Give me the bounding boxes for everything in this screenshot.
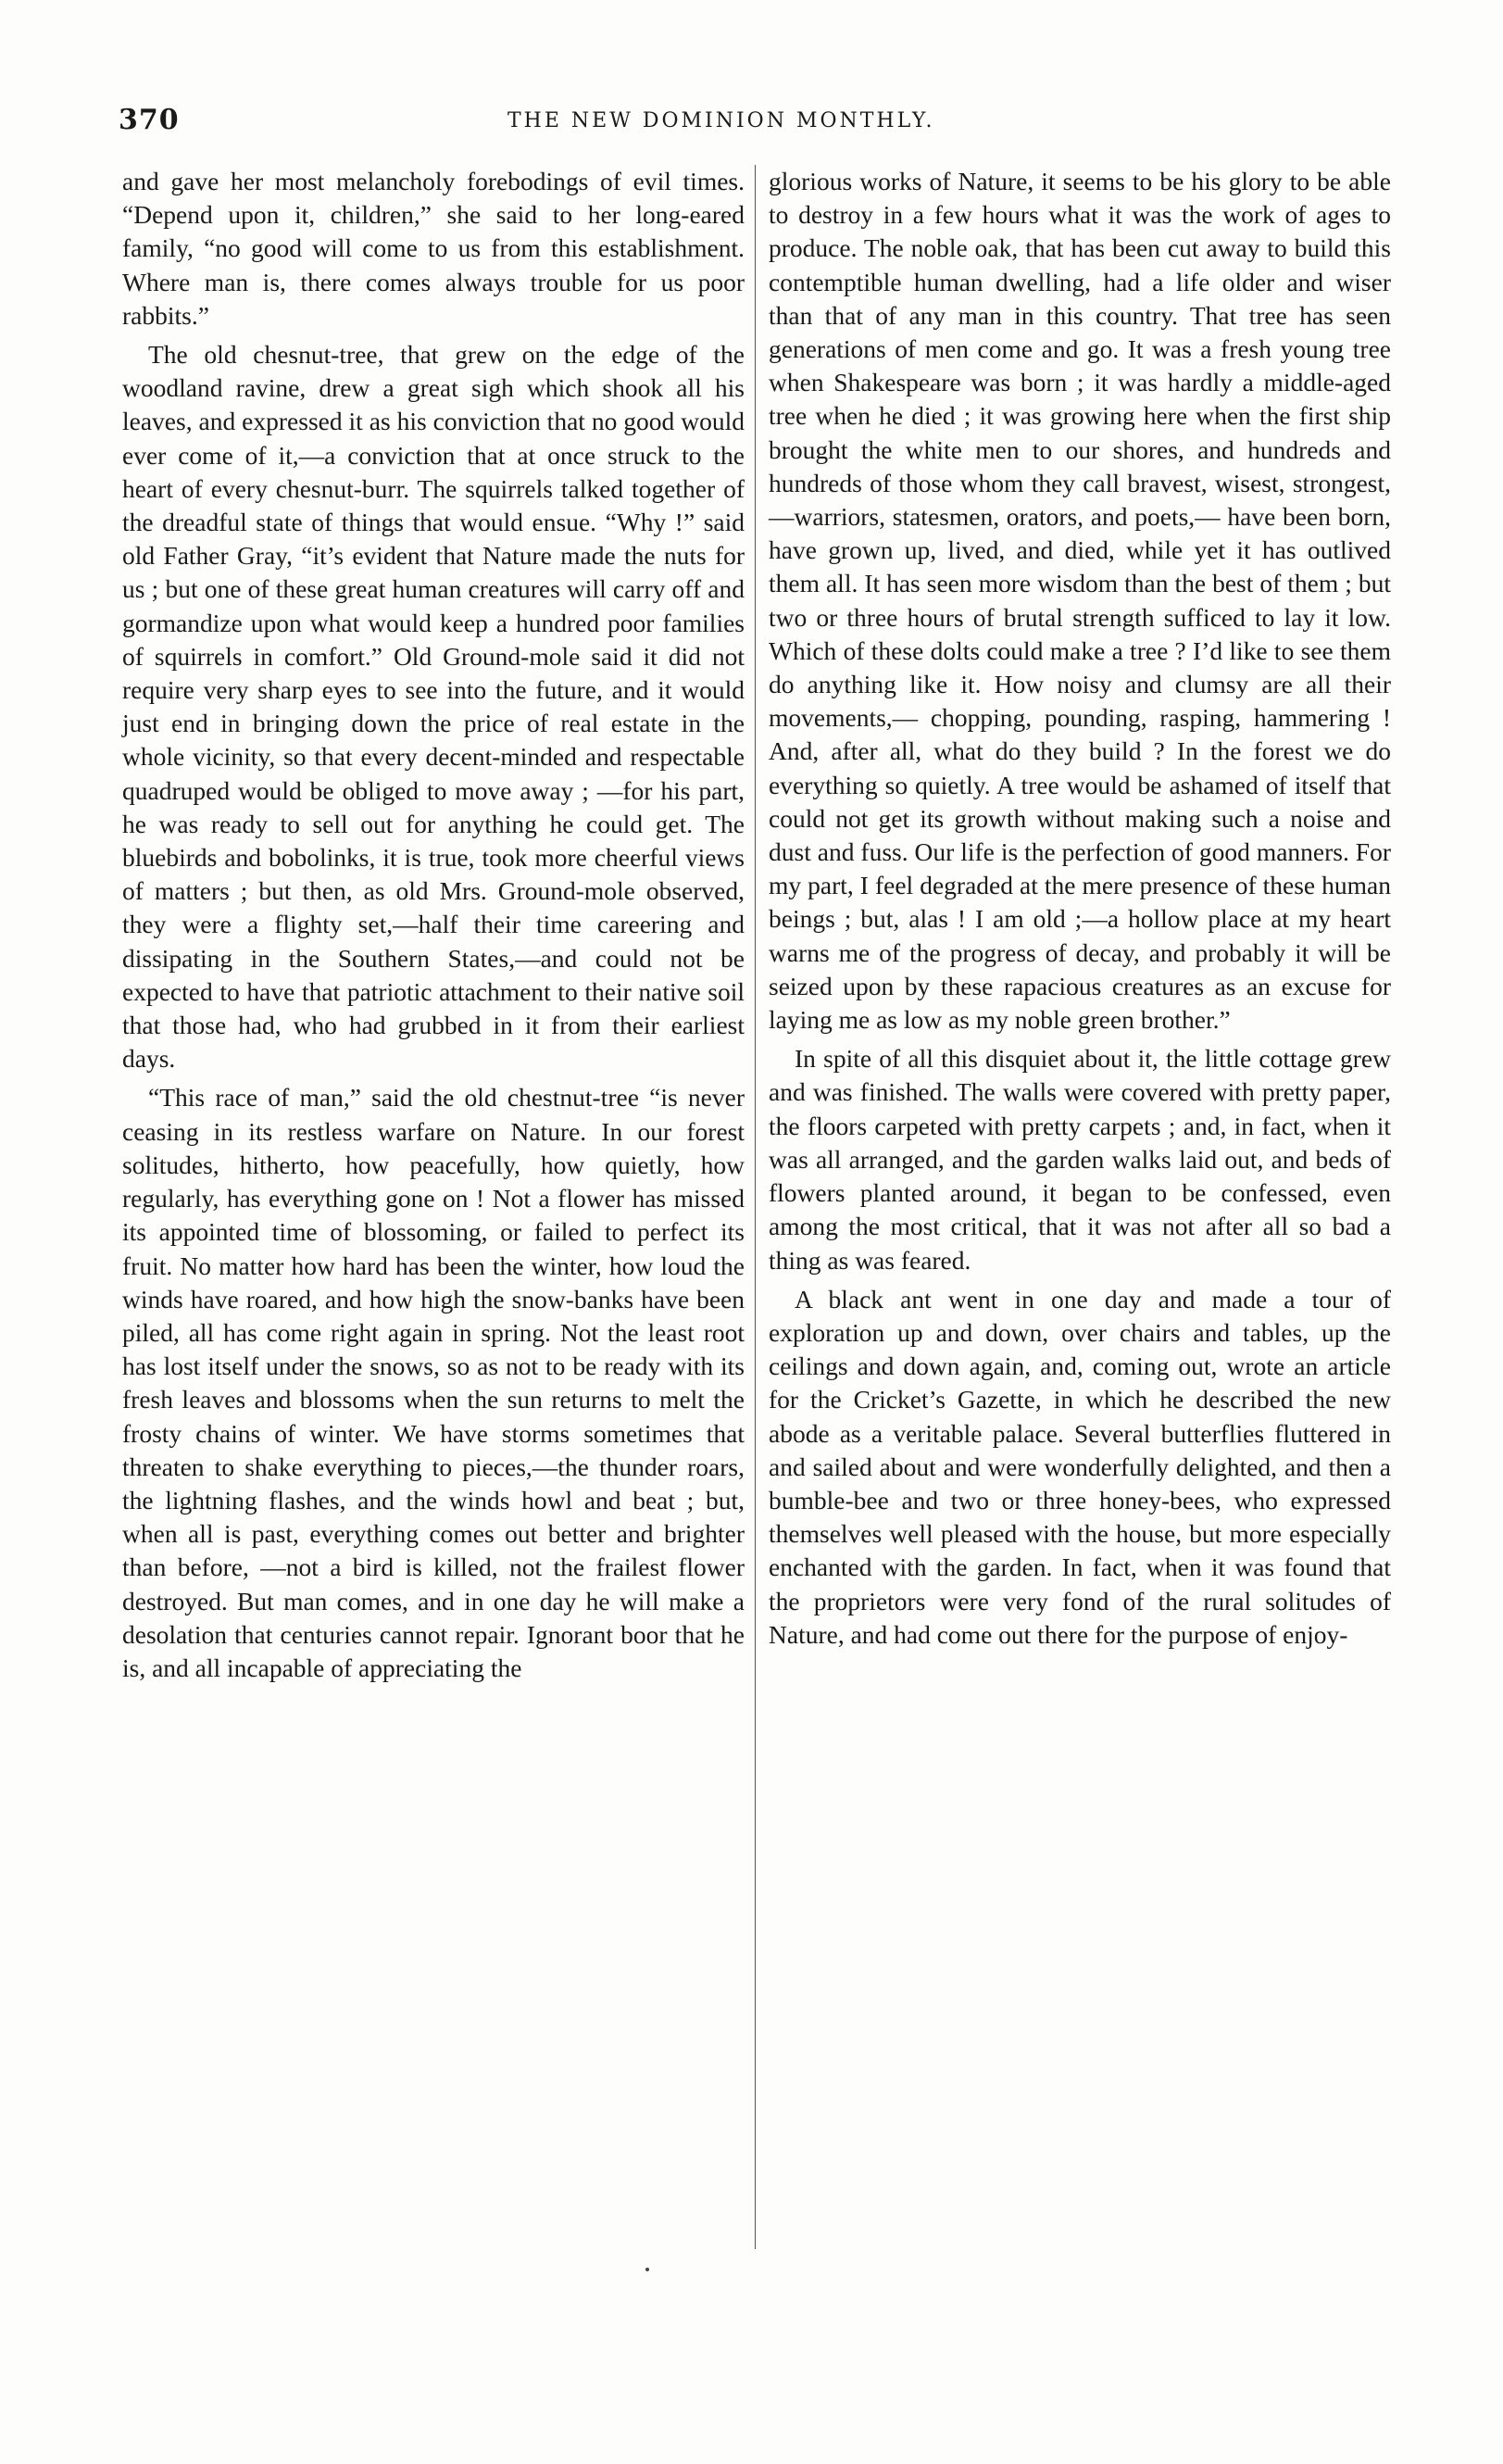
print-speck bbox=[645, 2268, 649, 2271]
left-column bbox=[122, 165, 745, 1685]
page-number: 370 bbox=[119, 104, 180, 136]
paragraph: The old chesnut-tree, that grew on the edge of the woodland ravine, drew a great sigh which shook all his leaves, and expressed it as his conviction that no good would ever come of it,—a conviction that at once struck to the heart of every chesnut-burr. The squirrels talked together of the dreadful state of things that would ensue. “Why !” said old Father Gray, “it’s evident that Nature made the nuts for us ; but one of these great human creatures will carry off and gormandize upon what would keep a hundred poor families of squirrels in comfort.” Old Ground-mole said it did not require very sharp eyes to see into the future, and it would just end in bringing down the price of real estate in the whole vicinity, so that every decent-minded and respectable quadruped would be obliged to move away ; —for his part, he was ready to sell out for anything he could get. The bluebirds and bobolinks, it is true, took more cheerful views of matters ; but then, as old Mrs. Ground-mole observed, they were a flighty set,—half their time careering and dissipating in the Southern States,—and could not be expected to have that patriotic attachment to their native soil that those had, who had grubbed in it from their earliest days. bbox=[122, 340, 745, 1074]
paragraph: and gave her most melancholy forebodings of evil times. “Depend upon it, children,” she said to her long-eared family, “no good will come to us from this establishment. Where man is, there comes always trouble for us poor rabbits.” bbox=[122, 167, 745, 330]
column-divider bbox=[755, 165, 756, 2249]
page-header bbox=[119, 104, 1397, 141]
paragraph: A black ant went in one day and made a tour of exploration up and down, over chairs and tables, up the ceilings and down again, and, coming out, wrote an article for the Cricket’s Gazette, in which he described the new abode as a veritable palace. Several butterflies fluttered in and sailed about and were wonderfully delighted, and then a bumble-bee and two or three honey-bees, who expressed themselves well pleased with the house, but more especially enchanted with the garden. In fact, when it was found that the proprietors were very fond of the rural solitudes of Nature, and had come out there for the purpose of enjoy- bbox=[769, 1284, 1391, 1649]
right-column bbox=[769, 165, 1391, 1652]
paragraph: glorious works of Nature, it seems to be his glory to be able to destroy in a few hours what it was the work of ages to produce. The noble oak, that has been cut away to build this contemptible human dwelling, had a life older and wiser than that of any man in this country. That tree has seen generations of men come and go. It was a fresh young tree when Shakespeare was born ; it was hardly a middle-aged tree when he died ; it was growing here when the first ship brought the white men to our shores, and hundreds and hundreds of those whom they call bravest, wisest, strongest, —warriors, statesmen, orators, and poets,— have been born, have grown up, lived, and died, while yet it has outlived them all. It has seen more wisdom than the best of them ; but two or three hours of brutal strength sufficed to lay it low. Which of these dolts could make a tree ? I’d like to see them do anything like it. How noisy and clumsy are all their movements,— chopping, pounding, rasping, hammering ! And, after all, what do they build ? In the forest we do everything so quietly. A tree would be ashamed of itself that could not get its growth without making such a noise and dust and fuss. Our life is the perfection of good manners. For my part, I feel degraded at the mere presence of these human beings ; but, alas ! I am old ;—a hollow place at my heart warns me of the progress of decay, and probably it will be seized upon by these rapacious creatures as an excuse for laying me as low as my noble green brother.” bbox=[769, 167, 1391, 1035]
running-title: THE NEW DOMINION MONTHLY. bbox=[507, 109, 935, 132]
paragraph: In spite of all this disquiet about it, the little cottage grew and was finished. The walls were covered with pretty paper, the floors carpeted with pretty carpets ; and, in fact, when it was all arranged, and the garden walks laid out, and beds of flowers planted around, it began to be confessed, even among the most critical, that it was not after all so bad a thing as was feared. bbox=[769, 1044, 1391, 1275]
paragraph: “This race of man,” said the old chestnut-tree “is never ceasing in its restless warfare on Nature. In our forest solitudes, hitherto, how peacefully, how quietly, how regularly, has everything gone on ! Not a flower has missed its appointed time of blossoming, or failed to perfect its fruit. No matter how hard has been the winter, how loud the winds have roared, and how high the snow-banks have been piled, all has come right again in spring. Not the least root has lost itself under the snows, so as not to be ready with its fresh leaves and blossoms when the sun returns to melt the frosty chains of winter. We have storms sometimes that threaten to shake everything to pieces,—the thunder roars, the lightning flashes, and the winds howl and beat ; but, when all is past, everything comes out better and brighter than before, —not a bird is killed, not the frailest flower destroyed. But man comes, and in one day he will make a desolation that centuries cannot repair. Ignorant boor that he is, and all incapable of appreciating the bbox=[122, 1083, 745, 1682]
